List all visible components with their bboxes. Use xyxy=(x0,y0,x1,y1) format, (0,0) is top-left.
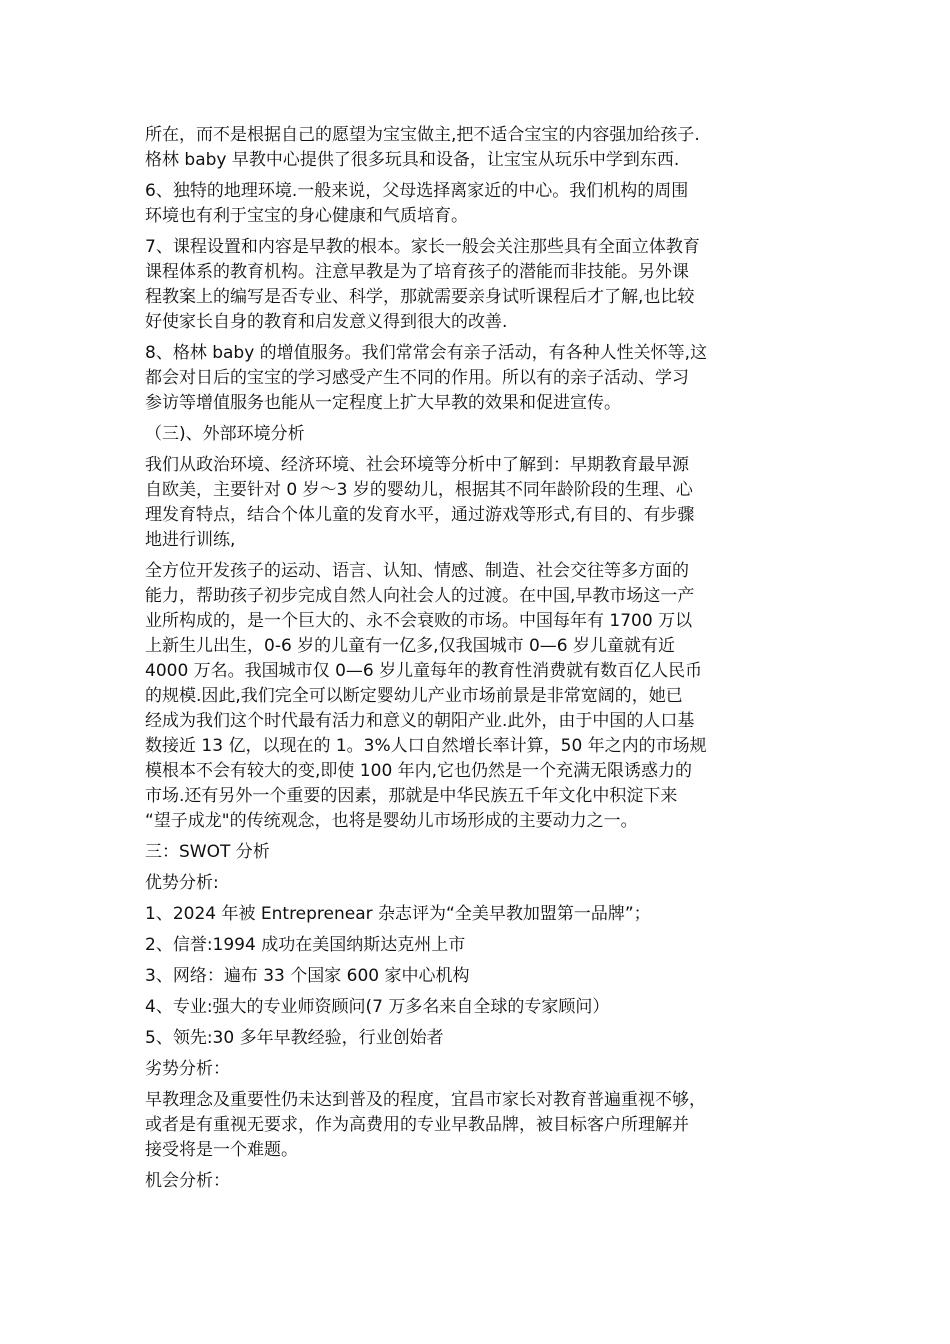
text-line: “望子成龙"的传统观念，也将是婴幼儿市场形成的主要动力之一。 xyxy=(145,811,638,831)
paragraph-market-analysis xyxy=(145,559,810,834)
section-heading-swot xyxy=(145,840,810,865)
subheading-weaknesses xyxy=(145,1057,810,1082)
list-item-strength-3 xyxy=(145,964,810,989)
text-line: 都会对日后的宝宝的学习感受产生不同的作用。所以有的亲子活动、学习 xyxy=(145,368,689,388)
text-line: 我们从政治环境、经济环境、社会环境等分析中了解到：早期教育最早源 xyxy=(145,455,689,475)
list-item-strength-2 xyxy=(145,933,810,958)
paragraph-point-7 xyxy=(145,235,810,335)
text-line: 8、格林 baby 的增值服务。我们常常会有亲子活动，有各种人性关怀等,这 xyxy=(145,343,708,363)
text-line: 参访等增值服务也能从一定程度上扩大早教的效果和促进宣传。 xyxy=(145,393,621,413)
text-line: 上新生儿出生，0-6 岁的儿童有一亿多,仅我国城市 0—6 岁儿童就有近 xyxy=(145,636,676,656)
paragraph-weaknesses xyxy=(145,1088,810,1163)
text-line: 7、课程设置和内容是早教的根本。家长一般会关注那些具有全面立体教育 xyxy=(145,237,700,257)
subheading-opportunities xyxy=(145,1169,810,1194)
text-line: 环境也有利于宝宝的身心健康和气质培育。 xyxy=(145,206,468,226)
text-line: 模根本不会有较大的变,即使 100 年内,它也仍然是一个充满无限诱惑力的 xyxy=(145,761,693,781)
subheading-strengths xyxy=(145,871,810,896)
list-item-strength-4 xyxy=(145,995,810,1020)
text-line: 6、独特的地理环境.一般来说，父母选择离家近的中心。我们机构的周围 xyxy=(145,181,689,201)
text-line: 早教理念及重要性仍未达到普及的程度，宜昌市家长对教育普遍重视不够， xyxy=(145,1090,706,1110)
text-line: 所在，而不是根据自己的愿望为宝宝做主,把不适合宝宝的内容强加给孩子. xyxy=(145,125,700,145)
text-line: 数接近 13 亿，以现在的 1。3%人口自然增长率计算，50 年之内的市场规 xyxy=(145,736,707,756)
section-heading-external-environment xyxy=(145,422,810,447)
text-line: 4000 万名。我国城市仅 0—6 岁儿童每年的教育性消费就有数百亿人民币 xyxy=(145,661,703,681)
document-body xyxy=(145,123,810,1200)
paragraph-point-8 xyxy=(145,341,810,416)
list-item-text: 3、网络：遍布 33 个国家 600 家中心机构 xyxy=(145,966,470,986)
text-line: 或者是有重视无要求，作为高费用的专业早教品牌，被目标客户所理解并 xyxy=(145,1115,689,1135)
heading-text: 三：SWOT 分析 xyxy=(145,842,270,862)
paragraph-point-6 xyxy=(145,179,810,229)
text-line: 接受将是一个难题。 xyxy=(145,1140,298,1160)
text-line: 地进行训练, xyxy=(145,530,236,550)
text-line: 业所构成的，是一个巨大的、永不会衰败的市场。中国每年有 1700 万以 xyxy=(145,611,693,631)
list-item-text: 1、2024 年被 Entreprenear 杂志评为“全美早教加盟第一品牌”； xyxy=(145,904,651,924)
list-item-strength-5 xyxy=(145,1026,810,1051)
text-line: 经成为我们这个时代最有活力和意义的朝阳产业.此外，由于中国的人口基 xyxy=(145,711,695,731)
text-line: 格林 baby 早教中心提供了很多玩具和设备，让宝宝从玩乐中学到东西. xyxy=(145,150,680,170)
heading-text: 机会分析： xyxy=(145,1171,230,1191)
list-item-strength-1 xyxy=(145,902,810,927)
heading-text: （三)、外部环境分析 xyxy=(145,424,305,444)
text-line: 自欧美，主要针对 0 岁～3 岁的婴幼儿，根据其不同年龄阶段的生理、心 xyxy=(145,480,693,500)
list-item-text: 5、领先:30 多年早教经验，行业创始者 xyxy=(145,1028,444,1048)
paragraph-external-analysis xyxy=(145,453,810,553)
text-line: 程教案上的编写是否专业、科学，那就需要亲身试听课程后才了解,也比较 xyxy=(145,287,695,307)
text-line: 课程体系的教育机构。注意早教是为了培育孩子的潜能而非技能。另外课 xyxy=(145,262,689,282)
text-line: 市场.还有另外一个重要的因素，那就是中华民族五千年文化中积淀下来 xyxy=(145,786,678,806)
list-item-text: 2、信誉:1994 成功在美国纳斯达克州上市 xyxy=(145,935,466,955)
text-line: 能力，帮助孩子初步完成自然人向社会人的过渡。在中国,早教市场这一产 xyxy=(145,586,695,606)
heading-text: 优势分析: xyxy=(145,873,219,893)
text-line: 理发育特点，结合个体儿童的发育水平，通过游戏等形式,有目的、有步骤 xyxy=(145,505,695,525)
list-item-text: 4、专业:强大的专业师资顾问(7 万多名来自全球的专家顾问） xyxy=(145,997,610,1017)
text-line: 好使家长自身的教育和启发意义得到很大的改善. xyxy=(145,312,508,332)
text-line: 全方位开发孩子的运动、语言、认知、情感、制造、社会交往等多方面的 xyxy=(145,561,689,581)
paragraph-1 xyxy=(145,123,810,173)
text-line: 的规模.因此,我们完全可以断定婴幼儿产业市场前景是非常宽阔的，她已 xyxy=(145,686,683,706)
heading-text: 劣势分析： xyxy=(145,1059,230,1079)
